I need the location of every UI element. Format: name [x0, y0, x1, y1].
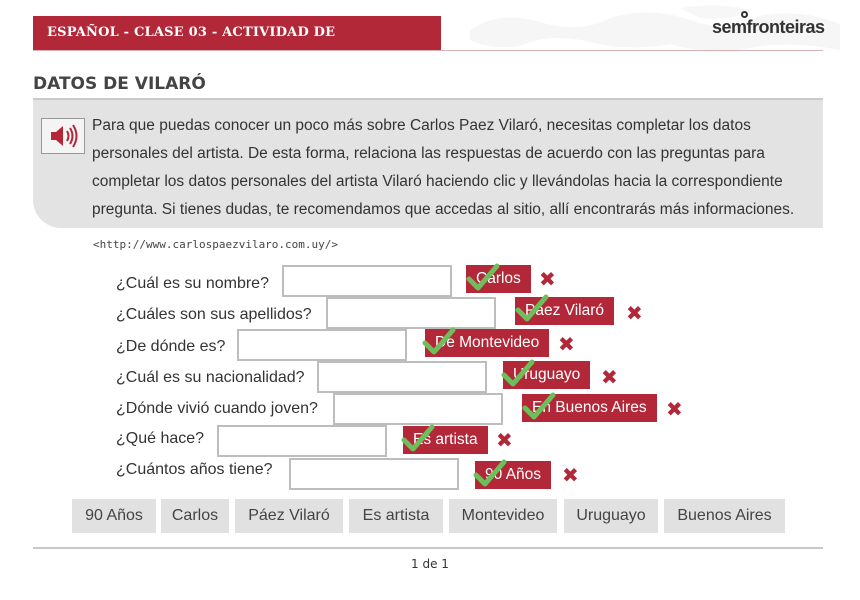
answer-drop-zone[interactable] [333, 393, 503, 425]
question-label: ¿De dónde es? [116, 338, 226, 355]
course-title: ESPAÑOL - CLASE 03 - ACTIVIDAD DE APRENDIZAJE [47, 25, 336, 74]
answer-chip[interactable]: En Buenos Aires [522, 394, 657, 422]
answer-chip[interactable]: Carlos [466, 265, 531, 293]
remove-icon[interactable]: ✖ [626, 301, 643, 325]
speaker-icon [42, 119, 84, 153]
option-uruguayo[interactable]: Uruguayo [564, 499, 658, 533]
answer-drop-zone[interactable] [317, 361, 487, 393]
remove-icon[interactable]: ✖ [601, 365, 618, 389]
remove-icon[interactable]: ✖ [562, 463, 579, 487]
question-label: ¿Qué hace? [116, 430, 205, 447]
check-icon [401, 423, 435, 453]
option-montevideo[interactable]: Montevideo [449, 499, 557, 533]
answer-chip[interactable]: 90 Años [475, 461, 551, 489]
answer-drop-zone[interactable] [326, 297, 496, 329]
question-label: ¿Cuál es su nombre? [116, 275, 269, 292]
audio-button[interactable] [41, 118, 85, 154]
check-icon [466, 262, 500, 292]
check-icon [522, 391, 556, 421]
answer-chip[interactable]: Uruguayo [503, 361, 590, 389]
instructions-text: Para que puedas conocer un poco más sobre Carlos Paez Vilaró, necesitas completar los datos personales del artista. De esta forma, relaciona las respuestas de acuerdo con las preguntas para completar los datos personales del artista Vilaró haciendo clic y llevándolas hacia la correspondiente pregunta. Si tienes dudas, te recomendamos que accedas al sitio, allí encontrarás más informaciones. [92, 117, 795, 218]
check-icon [422, 326, 456, 356]
option-carlos[interactable]: Carlos [161, 499, 229, 533]
remove-icon[interactable]: ✖ [558, 332, 575, 356]
check-icon [515, 293, 549, 323]
remove-icon[interactable]: ✖ [539, 267, 556, 291]
question-label: ¿Cuántos años tiene? [116, 461, 273, 478]
remove-icon[interactable]: ✖ [496, 428, 513, 452]
option-90-anos[interactable]: 90 Años [72, 499, 156, 533]
page-indicator: 1 de 1 [411, 557, 449, 571]
footer-divider [33, 547, 823, 549]
option-buenos-aires[interactable]: Buenos Aires [664, 499, 785, 533]
answer-chip[interactable]: Es artista [403, 426, 488, 454]
reference-url: <http://www.carlospaezvilaro.com.uy/> [93, 238, 339, 251]
question-label: ¿Cuáles son sus apellidos? [116, 306, 312, 323]
course-title-banner [33, 16, 441, 74]
option-paez-vilaro[interactable]: Páez Vilaró [235, 499, 343, 533]
answer-drop-zone[interactable] [282, 265, 452, 297]
answer-chip[interactable]: De Montevideo [425, 329, 549, 357]
answer-drop-zone[interactable] [289, 458, 459, 490]
brand-logo: semfronteiras [712, 17, 825, 37]
question-label: ¿Cuál es su nacionalidad? [116, 369, 305, 386]
page-title: DATOS DE VILARÓ [33, 74, 206, 94]
answer-drop-zone[interactable] [237, 329, 407, 361]
header-divider [33, 50, 823, 51]
check-icon [473, 458, 507, 488]
check-icon [501, 358, 535, 388]
remove-icon[interactable]: ✖ [666, 397, 683, 421]
question-label: ¿Dónde vivió cuando joven? [116, 400, 318, 417]
answer-drop-zone[interactable] [217, 425, 387, 457]
option-es-artista[interactable]: Es artista [349, 499, 443, 533]
answer-chip[interactable]: Páez Vilaró [515, 297, 614, 325]
